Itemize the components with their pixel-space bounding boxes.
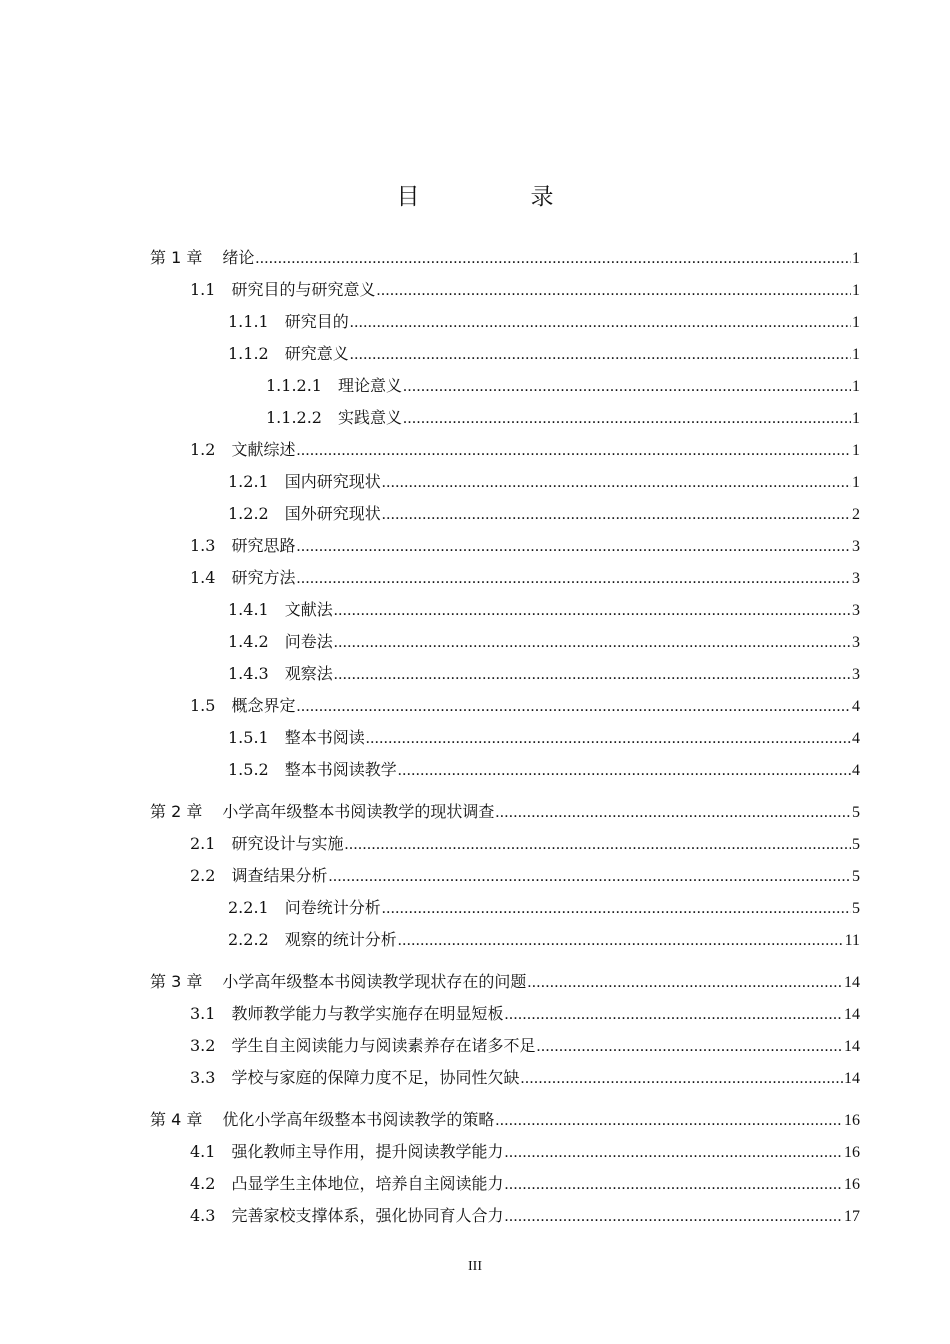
toc-entry-label: 文献综述 [231, 440, 296, 459]
toc-entry-title [190, 1168, 503, 1200]
toc-entry-title [190, 1136, 503, 1168]
toc-entry-number: 2.2.2 [228, 930, 269, 949]
toc-entry-title [150, 796, 494, 828]
toc-entry-number: 1.4 [190, 568, 216, 587]
toc-entry-number: 4.2 [190, 1174, 216, 1193]
toc-leader-dots [366, 723, 851, 755]
toc-entry-number: 1.5.1 [228, 728, 269, 747]
toc-entry-number: 4.3 [190, 1206, 216, 1225]
toc-entry-title [228, 338, 349, 370]
toc-entry-number: 1.4.2 [228, 632, 269, 651]
toc-entry-number: 1.4.1 [228, 600, 269, 619]
toc-page-number: 2 [852, 506, 860, 523]
toc-entry-label: 整本书阅读 [284, 728, 365, 747]
toc-entry[interactable] [150, 274, 860, 306]
toc-leader-dots [344, 829, 851, 861]
toc-page-number: 3 [852, 634, 860, 651]
toc-entry-label: 实践意义 [337, 408, 402, 427]
toc-entry-label: 完善家校支撑体系，强化协同育人合力 [231, 1206, 504, 1225]
toc-entry-title [190, 690, 295, 722]
page-title: 目 录 [396, 184, 598, 210]
toc-entry-title [190, 1062, 519, 1094]
toc-page-number: 5 [852, 900, 860, 917]
toc-entry-number: 第 4 章 [150, 1110, 203, 1129]
toc-entry-title [228, 658, 333, 690]
toc-page-number: 1 [852, 442, 860, 459]
toc-page-number: 16 [844, 1176, 860, 1193]
toc-entry[interactable] [150, 690, 860, 722]
toc-entry-number: 1.5.2 [228, 760, 269, 779]
toc-page-number: 14 [844, 974, 860, 991]
toc-chapter-entry[interactable] [150, 242, 860, 274]
toc-entry-number: 1.5 [190, 696, 216, 715]
toc-page-number: 1 [852, 250, 860, 267]
toc-entry-label: 绪论 [222, 248, 255, 267]
toc-entry-title [266, 402, 402, 434]
toc-entry-number: 1.3 [190, 536, 216, 555]
toc-entry[interactable] [150, 562, 860, 594]
toc-page-number: 1 [852, 410, 860, 427]
toc-leader-dots [255, 243, 851, 275]
toc-entry-title [266, 370, 402, 402]
toc-entry[interactable] [150, 306, 860, 338]
toc-entry-label: 研究思路 [231, 536, 296, 555]
toc-entry-number: 第 1 章 [150, 248, 203, 267]
toc-page-number: 3 [852, 570, 860, 587]
toc-entry-title [190, 828, 343, 860]
toc-entry-label: 概念界定 [231, 696, 296, 715]
toc-entry[interactable] [150, 338, 860, 370]
toc-entry[interactable] [150, 722, 860, 754]
toc-entry[interactable] [150, 402, 860, 434]
toc-leader-dots [296, 435, 851, 467]
toc-entry-title [190, 274, 375, 306]
toc-entry-label: 凸显学生主体地位，培养自主阅读能力 [231, 1174, 504, 1193]
toc-entry-number: 1.2.1 [228, 472, 269, 491]
toc-leader-dots [536, 1031, 843, 1063]
toc-leader-dots [334, 659, 851, 691]
toc-page-number: 4 [852, 730, 860, 747]
toc-entry-label: 小学高年级整本书阅读教学现状存在的问题 [222, 972, 527, 991]
toc-entry[interactable] [150, 998, 860, 1030]
toc-entry-label: 文献法 [284, 600, 333, 619]
toc-leader-dots [350, 339, 851, 371]
toc-chapter-entry[interactable] [150, 966, 860, 998]
toc-leader-dots [504, 999, 843, 1031]
toc-leader-dots [403, 371, 851, 403]
toc-leader-dots [296, 563, 851, 595]
toc-page-number: 4 [852, 698, 860, 715]
toc-page-number: 5 [852, 868, 860, 885]
toc-entry[interactable] [150, 860, 860, 892]
toc-entry[interactable] [150, 1200, 860, 1232]
toc-entry-number: 第 3 章 [150, 972, 203, 991]
toc-entry-label: 观察法 [284, 664, 333, 683]
toc-entry[interactable] [150, 498, 860, 530]
toc-entry-number: 4.1 [190, 1142, 216, 1161]
toc-entry[interactable] [150, 434, 860, 466]
toc-leader-dots [376, 275, 851, 307]
toc-entry-label: 国内研究现状 [284, 472, 381, 491]
toc-page-number: 14 [844, 1038, 860, 1055]
toc-entry-title [150, 1104, 494, 1136]
toc-entry-number: 2.2.1 [228, 898, 269, 917]
toc-entry-label: 研究意义 [284, 344, 349, 363]
toc-entry[interactable] [150, 594, 860, 626]
toc-leader-dots [382, 893, 851, 925]
toc-page-number: 3 [852, 602, 860, 619]
toc-entry-title [228, 306, 349, 338]
toc-leader-dots [495, 1105, 843, 1137]
toc-leader-dots [504, 1169, 843, 1201]
toc-entry-label: 小学高年级整本书阅读教学的现状调查 [222, 802, 495, 821]
toc-entry[interactable] [150, 1136, 860, 1168]
toc-entry-label: 优化小学高年级整本书阅读教学的策略 [222, 1110, 495, 1129]
toc-page-number: 16 [844, 1112, 860, 1129]
toc-entry-number: 第 2 章 [150, 802, 203, 821]
toc-page-number: 17 [844, 1208, 860, 1225]
toc-page-number: 4 [852, 762, 860, 779]
toc-entry[interactable] [150, 1030, 860, 1062]
toc-leader-dots [504, 1201, 843, 1233]
toc-entry-number: 1.1.2.2 [266, 408, 322, 427]
toc-chapter-entry[interactable] [150, 796, 860, 828]
toc-entry[interactable] [150, 626, 860, 658]
toc-entry-label: 强化教师主导作用，提升阅读教学能力 [231, 1142, 504, 1161]
toc-entry-number: 1.4.3 [228, 664, 269, 683]
toc-entry-label: 整本书阅读教学 [284, 760, 397, 779]
toc-entry-label: 观察的统计分析 [284, 930, 397, 949]
toc-entry-label: 研究目的 [284, 312, 349, 331]
toc-page-number: 1 [852, 282, 860, 299]
toc-leader-dots [382, 499, 851, 531]
toc-entry-label: 研究目的与研究意义 [231, 280, 376, 299]
toc-entry-title [228, 754, 397, 786]
toc-entry-number: 3.1 [190, 1004, 216, 1023]
toc-entry-title [228, 892, 381, 924]
toc-entry[interactable] [150, 466, 860, 498]
toc-entry-title [190, 998, 503, 1030]
toc-page-number: 16 [844, 1144, 860, 1161]
toc-entry-title [190, 860, 327, 892]
toc-entry-number: 2.1 [190, 834, 216, 853]
toc-entry-title [190, 1030, 535, 1062]
toc-entry-number: 3.3 [190, 1068, 216, 1087]
toc-entry[interactable] [150, 924, 860, 956]
toc-entry-number: 1.1.1 [228, 312, 269, 331]
toc-entry-number: 1.1.2 [228, 344, 269, 363]
toc-entry-number: 2.2 [190, 866, 216, 885]
toc-entry[interactable] [150, 1168, 860, 1200]
toc-leader-dots [382, 467, 851, 499]
toc-entry[interactable] [150, 754, 860, 786]
toc-chapter-entry[interactable] [150, 1104, 860, 1136]
toc-entry[interactable] [150, 892, 860, 924]
toc-entry-title [228, 722, 365, 754]
toc-entry-title [228, 626, 333, 658]
toc-entry-number: 1.2.2 [228, 504, 269, 523]
toc-entry-title [190, 562, 295, 594]
toc-entry-number: 1.2 [190, 440, 216, 459]
toc-entry-label: 问卷统计分析 [284, 898, 381, 917]
toc-entry-label: 问卷法 [284, 632, 333, 651]
toc-entry-label: 教师教学能力与教学实施存在明显短板 [231, 1004, 504, 1023]
toc-entry-number: 1.1 [190, 280, 216, 299]
toc-leader-dots [398, 755, 851, 787]
toc-leader-dots [398, 925, 844, 957]
toc-leader-dots [334, 627, 851, 659]
toc-entry-label: 国外研究现状 [284, 504, 381, 523]
toc-entry[interactable] [150, 658, 860, 690]
toc-entry-title [150, 242, 254, 274]
toc-entry-title [190, 434, 295, 466]
toc-page-number: 5 [852, 836, 860, 853]
toc-entry-label: 学校与家庭的保障力度不足，协同性欠缺 [231, 1068, 520, 1087]
toc-leader-dots [350, 307, 851, 339]
toc-entry-title [150, 966, 526, 998]
toc-page-number: 11 [844, 932, 860, 949]
toc-entry[interactable] [150, 530, 860, 562]
toc-entry[interactable] [150, 370, 860, 402]
toc-leader-dots [403, 403, 851, 435]
toc-entry-number: 3.2 [190, 1036, 216, 1055]
toc-entry-label: 研究方法 [231, 568, 296, 587]
table-of-contents [150, 242, 860, 1232]
toc-entry[interactable] [150, 828, 860, 860]
toc-leader-dots [527, 967, 843, 999]
toc-leader-dots [520, 1063, 843, 1095]
toc-entry-label: 研究设计与实施 [231, 834, 344, 853]
toc-entry-title [228, 924, 397, 956]
toc-page-number: 1 [852, 314, 860, 331]
toc-leader-dots [328, 861, 851, 893]
toc-entry-number: 1.1.2.1 [266, 376, 322, 395]
page-number: III [468, 1259, 482, 1274]
toc-page-number: 1 [852, 378, 860, 395]
toc-entry-title [228, 498, 381, 530]
toc-page-number: 3 [852, 666, 860, 683]
toc-leader-dots [495, 797, 851, 829]
toc-entry-title [228, 466, 381, 498]
toc-entry-title [190, 530, 295, 562]
toc-leader-dots [504, 1137, 843, 1169]
toc-page-number: 1 [852, 346, 860, 363]
toc-page-number: 3 [852, 538, 860, 555]
toc-page-number: 14 [844, 1006, 860, 1023]
toc-leader-dots [334, 595, 851, 627]
toc-entry-title [228, 594, 333, 626]
toc-leader-dots [296, 531, 851, 563]
toc-entry-title [190, 1200, 503, 1232]
toc-page-number: 14 [844, 1070, 860, 1087]
toc-entry-label: 理论意义 [337, 376, 402, 395]
toc-entry[interactable] [150, 1062, 860, 1094]
toc-page-number: 5 [852, 804, 860, 821]
toc-entry-label: 学生自主阅读能力与阅读素养存在诸多不足 [231, 1036, 536, 1055]
toc-leader-dots [296, 691, 851, 723]
toc-entry-label: 调查结果分析 [231, 866, 328, 885]
toc-page-number: 1 [852, 474, 860, 491]
